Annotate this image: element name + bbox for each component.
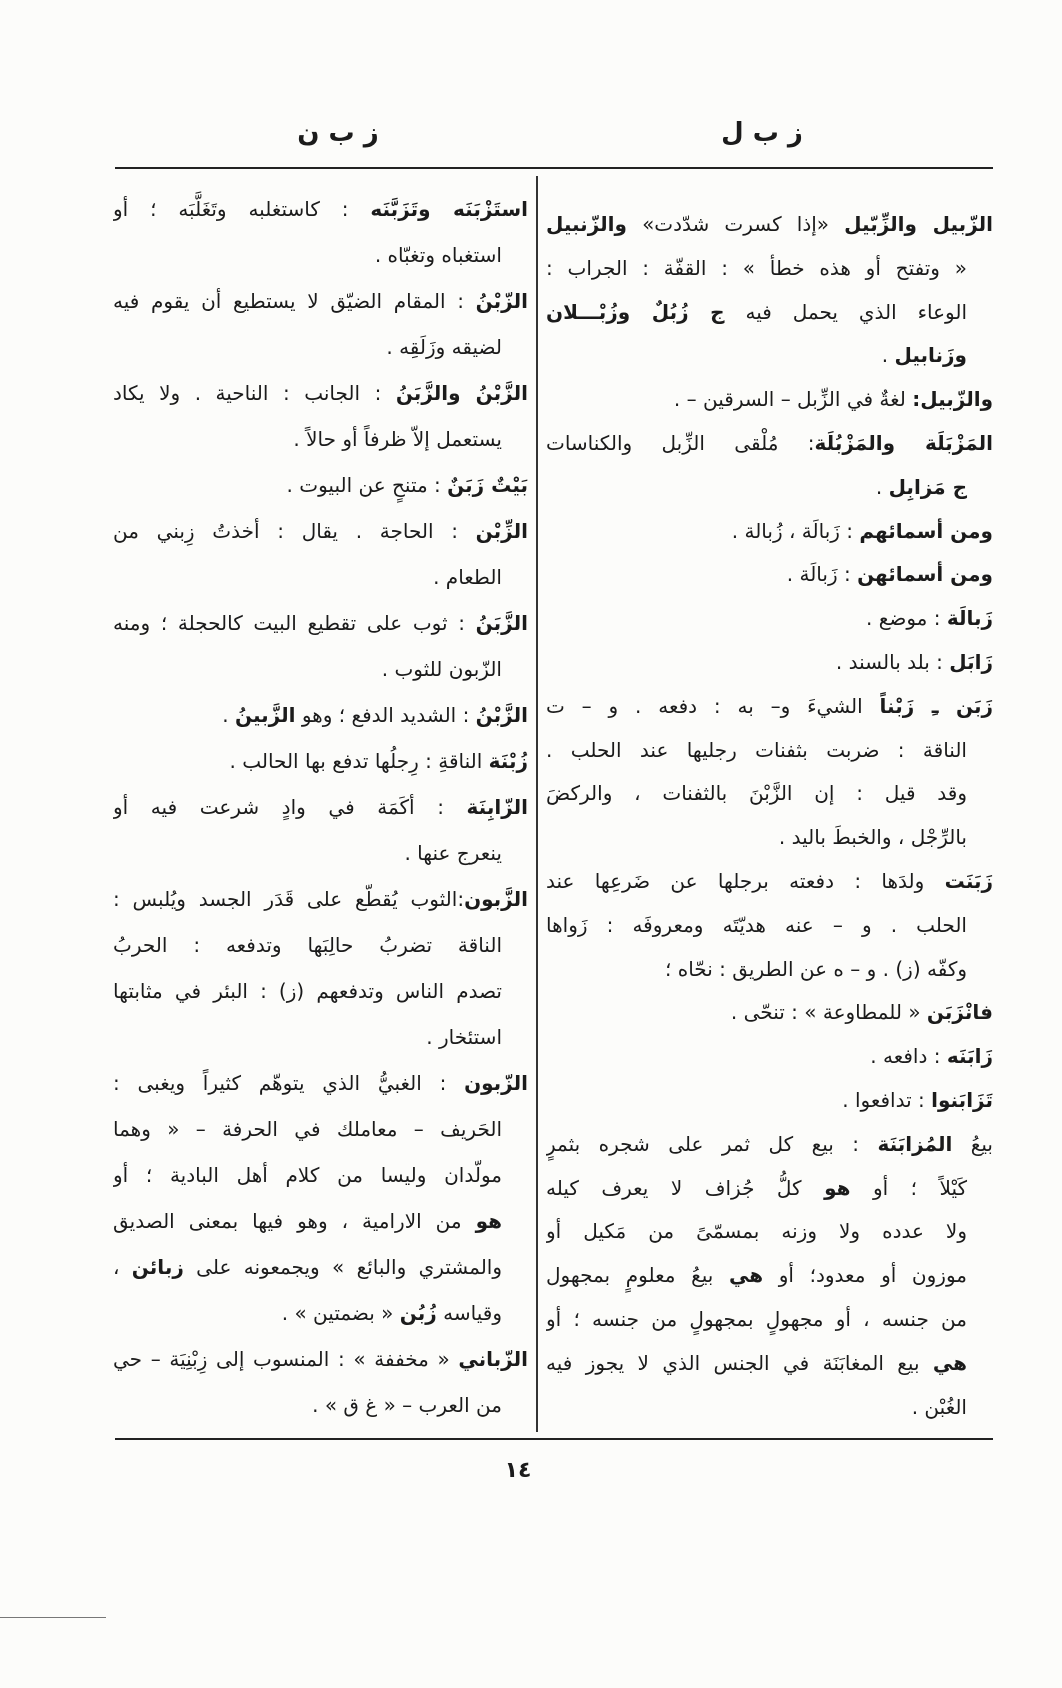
dictionary-entry [546,378,993,422]
bold-term: زُبْنَة [488,749,528,773]
entry-line [113,1198,528,1244]
dictionary-entry [546,991,993,1035]
entry-line [546,1210,993,1254]
entry-line [546,860,993,904]
definition-text: الزّبون للثوب . [381,657,502,681]
entry-line [113,324,528,370]
definition-text: : الجانب : الناحية . ولا يكاد [113,381,396,405]
entry-line [113,692,528,738]
entry-line [113,278,528,324]
definition-text: : المقام الضيّق لا يستطيع أن يقوم فيه [113,289,476,313]
bold-term: الزّابِنَة [466,795,528,819]
dictionary-entry [113,462,528,508]
definition-text: « مخففة » : المنسوب إلى زِبْنِيَة – حي [113,1347,459,1371]
dictionary-entry [113,508,528,600]
definition-text: : الشديد الدفع ؛ وهو [295,703,476,727]
definition-text: « وتفتح أو هذه خطأ » : القفّة : الجراب : [546,255,967,280]
definition-text: وقد قيل : إن الزَّبْنَ بالثفنات ، والركضَ [546,781,967,806]
entry-line [113,1152,528,1198]
entry-line [113,554,528,600]
entry-line [113,1014,528,1060]
definition-text: : الغبيُّ الذي يتوهّم كثيراً ويغبى : [113,1071,465,1095]
definition-text: : الحاجة . يقال : أخذتُ زِبني من [113,519,476,543]
entry-line [113,1060,528,1106]
entry-line [546,510,993,554]
entry-line [113,232,528,278]
dictionary-entry [546,860,993,991]
entry-line [546,553,993,597]
entry-line [546,466,993,510]
definition-text: الناقة : ضربت بثفنات رجليها عند الحلب . [546,737,967,762]
definition-text: : تدافعوا . [842,1087,932,1112]
bold-term: زَابَل [949,649,993,674]
definition-text: : بلد بالسند . [835,649,950,674]
bold-term: الزَّبْنُ والزَّبَنُ [395,381,528,405]
bold-term: زَبَن ـِ زَبْناً [879,693,993,718]
definition-text: الناقة تضربُ حالِبَها وتدفعه : الحربُ [113,933,502,957]
entry-line [546,772,993,816]
dictionary-entry [546,641,993,685]
definition-text: : بيع كل ثمر على شجره بثمرٍ [546,1131,878,1156]
entry-line [113,462,528,508]
bold-term: والزّبيل: [912,387,993,412]
bold-term: الزِّبْن [475,519,528,543]
definition-text: لضيقه وزَلَقِه . [386,335,502,359]
entry-line [113,416,528,462]
bold-term: المُزابَنَة [877,1131,953,1156]
bold-term: الزَّبْنُ [475,703,528,727]
definition-text: لغةٌ في الزِّبل – السرقين – . [673,387,913,412]
dictionary-entry [113,278,528,370]
bold-term: زبائن [131,1255,184,1279]
dictionary-entry [113,186,528,278]
bold-term: فانْزَبَن [926,1000,993,1025]
entry-line [113,1382,528,1428]
bold-term: الزَّبينُ [235,703,296,727]
footer-rule [115,1438,993,1440]
entry-line [546,685,993,729]
definition-text: استئخار . [426,1025,502,1049]
definition-text: مولّدان وليسا من كلام أهل البادية ؛ أو [113,1163,502,1187]
definition-text: بيعُ [952,1131,993,1156]
entry-line [113,1106,528,1152]
entry-line [546,641,993,685]
definition-text: . [222,703,235,727]
scan-artifact-line [0,1617,106,1618]
dictionary-entry [546,422,993,510]
running-head-right: ز ب ل [721,118,803,148]
dictionary-entry [546,1123,993,1430]
bold-term: الزّبْنُ [475,289,528,313]
bold-term: الزَّبون [464,887,528,911]
bold-term: زَبَنَت [944,868,993,893]
definition-text: : كاستغلبه وتَغَلَّبَه ؛ أو [113,197,371,221]
definition-text: الغُبْن . [911,1394,967,1419]
bold-term: بَيْتٌ زَبَنٌ [447,473,528,497]
entry-line [546,1386,993,1430]
dictionary-entry [113,370,528,462]
bold-term: الزَّبَنُ [475,611,528,635]
definition-text: بيعُ معلومٍ بمجهول [546,1263,730,1288]
bold-term: زُبُن [399,1301,437,1325]
dictionary-entry [113,600,528,692]
entry-line [113,968,528,1014]
entry-line [113,738,528,784]
definition-text: الشيءَ و– به : دفعه . و – ت [546,693,880,718]
definition-text: : أكَمَة في وادٍ شرعت فيه أو [113,795,467,819]
entry-line [546,816,993,860]
entry-line [113,784,528,830]
bold-term: ومن أسمائهم [859,518,993,543]
entry-line [546,948,993,992]
entry-line [546,334,993,378]
entry-line [546,1079,993,1123]
definition-text: : موضع . [865,606,947,631]
definition-text: كَيْلاً ؛ أو [850,1175,967,1200]
entry-line [546,597,993,641]
header-rule [115,167,993,169]
left-column [113,186,528,1431]
dictionary-entry [546,203,993,378]
bold-term: الزّبون [464,1071,528,1095]
entry-line [546,729,993,773]
definition-text: « للمطاوعة » : تنحّى . [730,1000,927,1025]
entry-line [546,991,993,1035]
bold-term: استَزْبَنَه وتَزَبَّنَه [370,197,528,221]
dictionary-entry [546,553,993,597]
entry-line [113,876,528,922]
dictionary-entry [113,1060,528,1336]
running-head-left: ز ب ن [297,118,379,148]
column-divider [536,176,538,1432]
entry-line [546,1254,993,1298]
entry-line [546,291,993,335]
bold-term: هو [475,1209,502,1233]
definition-text: « بضمتين » . [281,1301,400,1325]
definition-text: والمشتري والبائع » ويجمعونه على [183,1255,503,1279]
entry-line [113,508,528,554]
definition-text: من جنسه ، أو مجهولٍ بمجهولٍ من جنسه ؛ أو [546,1306,967,1331]
definition-text: بيع المغابَنَة في الجنس الذي لا يجوز فيه [546,1350,933,1375]
dictionary-entry [113,738,528,784]
definition-text: من الارامية ، وهو فيها بمعنى الصديق [113,1209,476,1233]
definition-text: استغباه وتغبّاه . [374,243,502,267]
definition-text: الوعاء الذي يحمل فيه [724,299,967,324]
definition-text: ولا عدده ولا وزنه بمسمّىً من مَكيل أو [546,1219,967,1244]
definition-text: بالرِّجْل ، والخبطَ باليد . [778,825,967,850]
right-column [546,203,993,1433]
page-number: ١٤ [504,1458,532,1483]
entry-line [546,378,993,422]
definition-text: : دافعه . [870,1044,947,1069]
entry-line [546,247,993,291]
dictionary-entry [113,1336,528,1428]
bold-term: زَابَنَه [946,1044,993,1069]
bold-term: هي [729,1263,764,1288]
entry-line [546,1342,993,1386]
entry-line [113,1336,528,1382]
definition-text: تصدم الناس وتدفعهم (ز) : البئر في مثابتها [113,979,502,1003]
definition-text: الناقةِ : رِجلُها تدفع بها الحالب . [229,749,489,773]
entry-line [113,646,528,692]
definition-text: كلُّ جُزاف لا يعرف كيله [546,1175,825,1200]
dictionary-entry [113,784,528,876]
definition-text: ولدَها : دفعته برجلها عن ضَرعِها عند [546,868,945,893]
definition-text: ينعرج عنها . [404,841,502,865]
dictionary-entry [546,1035,993,1079]
definition-text: وكفّه (ز) . و – ه عن الطريق : نحّاه ؛ [665,956,967,981]
definition-text: وقياسه [436,1301,502,1325]
bold-term: تَزَابَنوا [931,1087,993,1112]
bold-term: ج زُبُلٌ وزُبْـــلان [546,299,725,324]
dictionary-entry [546,510,993,554]
entry-line [546,422,993,466]
entry-line [113,830,528,876]
entry-line [546,1123,993,1167]
bold-term: المَزْبَلَة والمَزْبُلَة [814,430,993,455]
definition-text: الحلب . و – عنه هديّتَه ومعروفَه : زَواها [546,912,967,937]
definition-text: موزون أو معدود؛ أو [763,1263,967,1288]
bold-term: ومن أسمائهن [857,562,993,587]
entry-line [113,922,528,968]
entry-line [113,370,528,416]
definition-text: «إذا كسرت شدّدت» [626,212,845,236]
definition-text: الطعام . [433,565,502,589]
entry-line [113,186,528,232]
definition-text: :الثوب يُقطّع على قَدَر الجسد ويُلبس : [113,887,465,911]
definition-text: يستعمل إلاّ ظرفاً أو حالاً . [293,427,502,451]
bold-term: والزّنبيل [546,212,627,236]
definition-text: . [875,474,889,499]
entry-line [546,1298,993,1342]
dictionary-entry [113,876,528,1060]
bold-term: زَبالَة [946,606,993,631]
definition-text: من العرب – « غ ق » . [312,1393,502,1417]
entry-line [113,600,528,646]
definition-text: : مُلْقى الزِّبل والكناسات [546,430,815,455]
entry-line [546,904,993,948]
dictionary-entry [546,597,993,641]
dictionary-entry [113,692,528,738]
bold-term: هي [932,1350,967,1375]
entry-line [546,203,993,247]
bold-term: هو [824,1175,851,1200]
definition-text: : زَبالَة . [786,562,858,587]
bold-term: الزّباني [458,1347,528,1371]
bold-term: ج مَزابِل [888,474,967,499]
dictionary-entry [546,685,993,860]
definition-text: الحَريف – معاملك في الحرفة – « وهما [113,1117,502,1141]
entry-line [113,1290,528,1336]
entry-line [113,1244,528,1290]
dictionary-entry [546,1079,993,1123]
definition-text: ، [113,1255,132,1279]
entry-line [546,1035,993,1079]
bold-term: وزَنابيل [894,343,967,368]
definition-text: : متنحٍ عن البيوت . [286,473,448,497]
entry-line [546,1167,993,1211]
definition-text: . [881,343,895,368]
bold-term: الزّبيل والزِّبّيل [844,212,993,236]
definition-text: : ثوب على تقطيع البيت كالحجلة ؛ ومنه [113,611,476,635]
definition-text: : زَبالَة ، زُبالة . [731,518,860,543]
